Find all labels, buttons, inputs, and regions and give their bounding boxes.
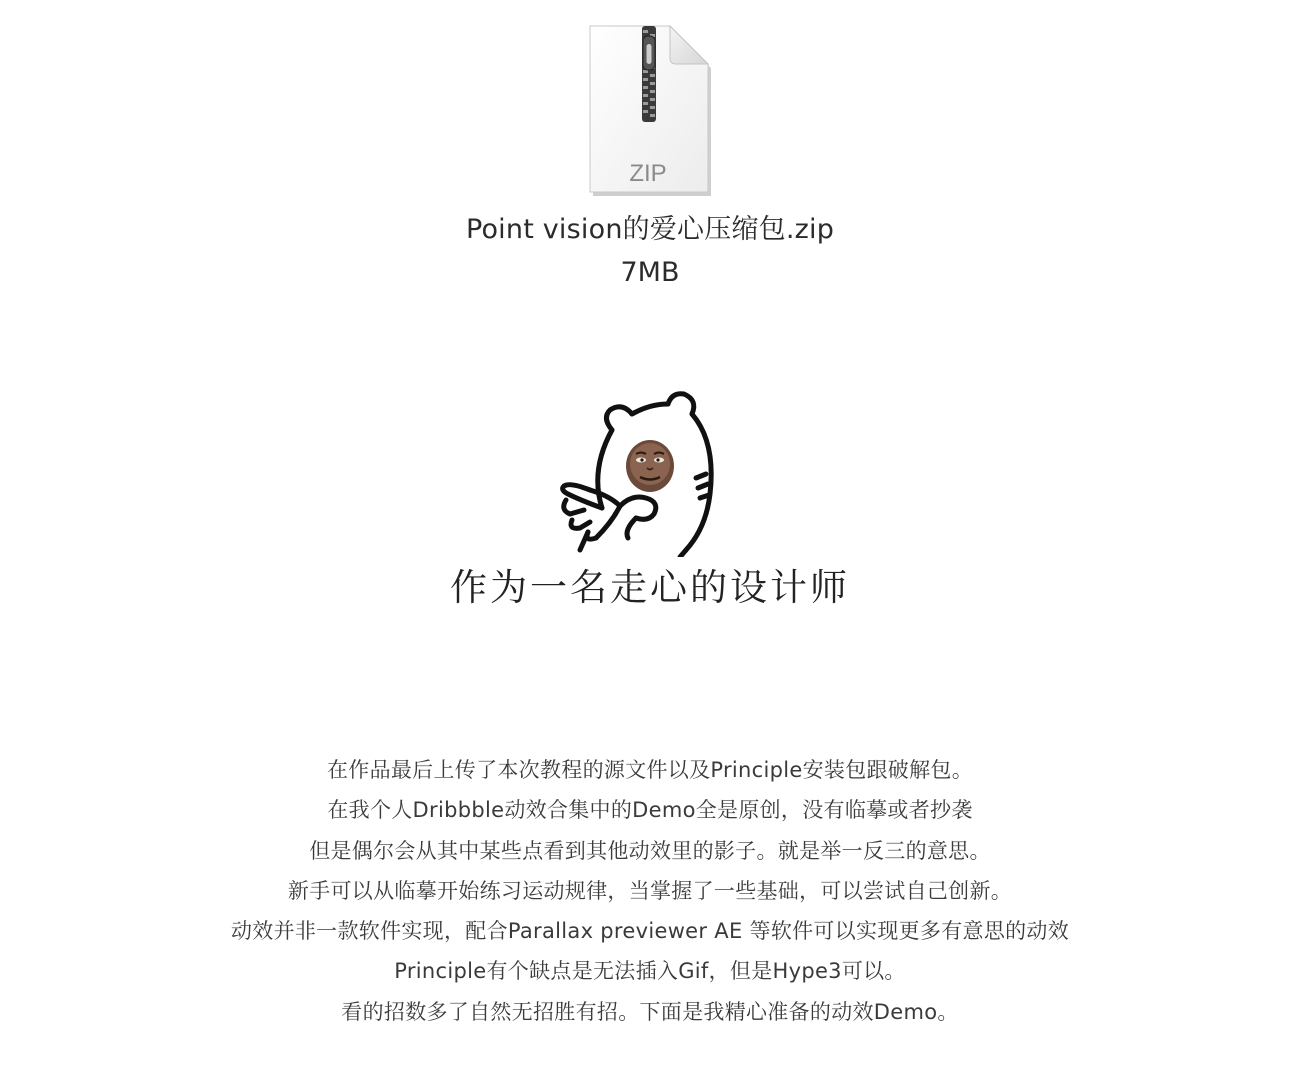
meme-caption: 作为一名走心的设计师: [450, 566, 850, 609]
article-line: 新手可以从临摹开始练习运动规律，当掌握了一些基础，可以尝试自己创新。: [287, 878, 1013, 903]
article-line: 动效并非一款软件实现，配合Parallax previewer AE 等软件可以实现更多有意思的动效: [230, 919, 1070, 944]
file-name[interactable]: Point vision的爱心压缩包.zip: [465, 214, 835, 245]
article-line: 在我个人Dribbble动效合集中的Demo全是原创，没有临摹或者抄袭: [327, 798, 973, 823]
article-line: Principle有个缺点是无法插入Gif，但是Hype3可以。: [394, 959, 906, 984]
zip-attachment[interactable]: [0, 18, 1300, 288]
article-body: [100, 750, 1200, 1032]
file-size: 7MB: [620, 257, 680, 288]
article-line: 在作品最后上传了本次教程的源文件以及Principle安装包跟破解包。: [326, 758, 974, 782]
zip-file-icon[interactable]: [580, 18, 720, 198]
bear-pointing-meme: [550, 382, 750, 557]
meme-sticker: [0, 382, 1300, 611]
zip-icon-label: ZIP: [629, 160, 667, 187]
article-line: 看的招数多了自然无招胜有招。下面是我精心准备的动效Demo。: [341, 999, 959, 1024]
article-line: 但是偶尔会从其中某些点看到其他动效里的影子。就是举一反三的意思。: [309, 838, 991, 863]
